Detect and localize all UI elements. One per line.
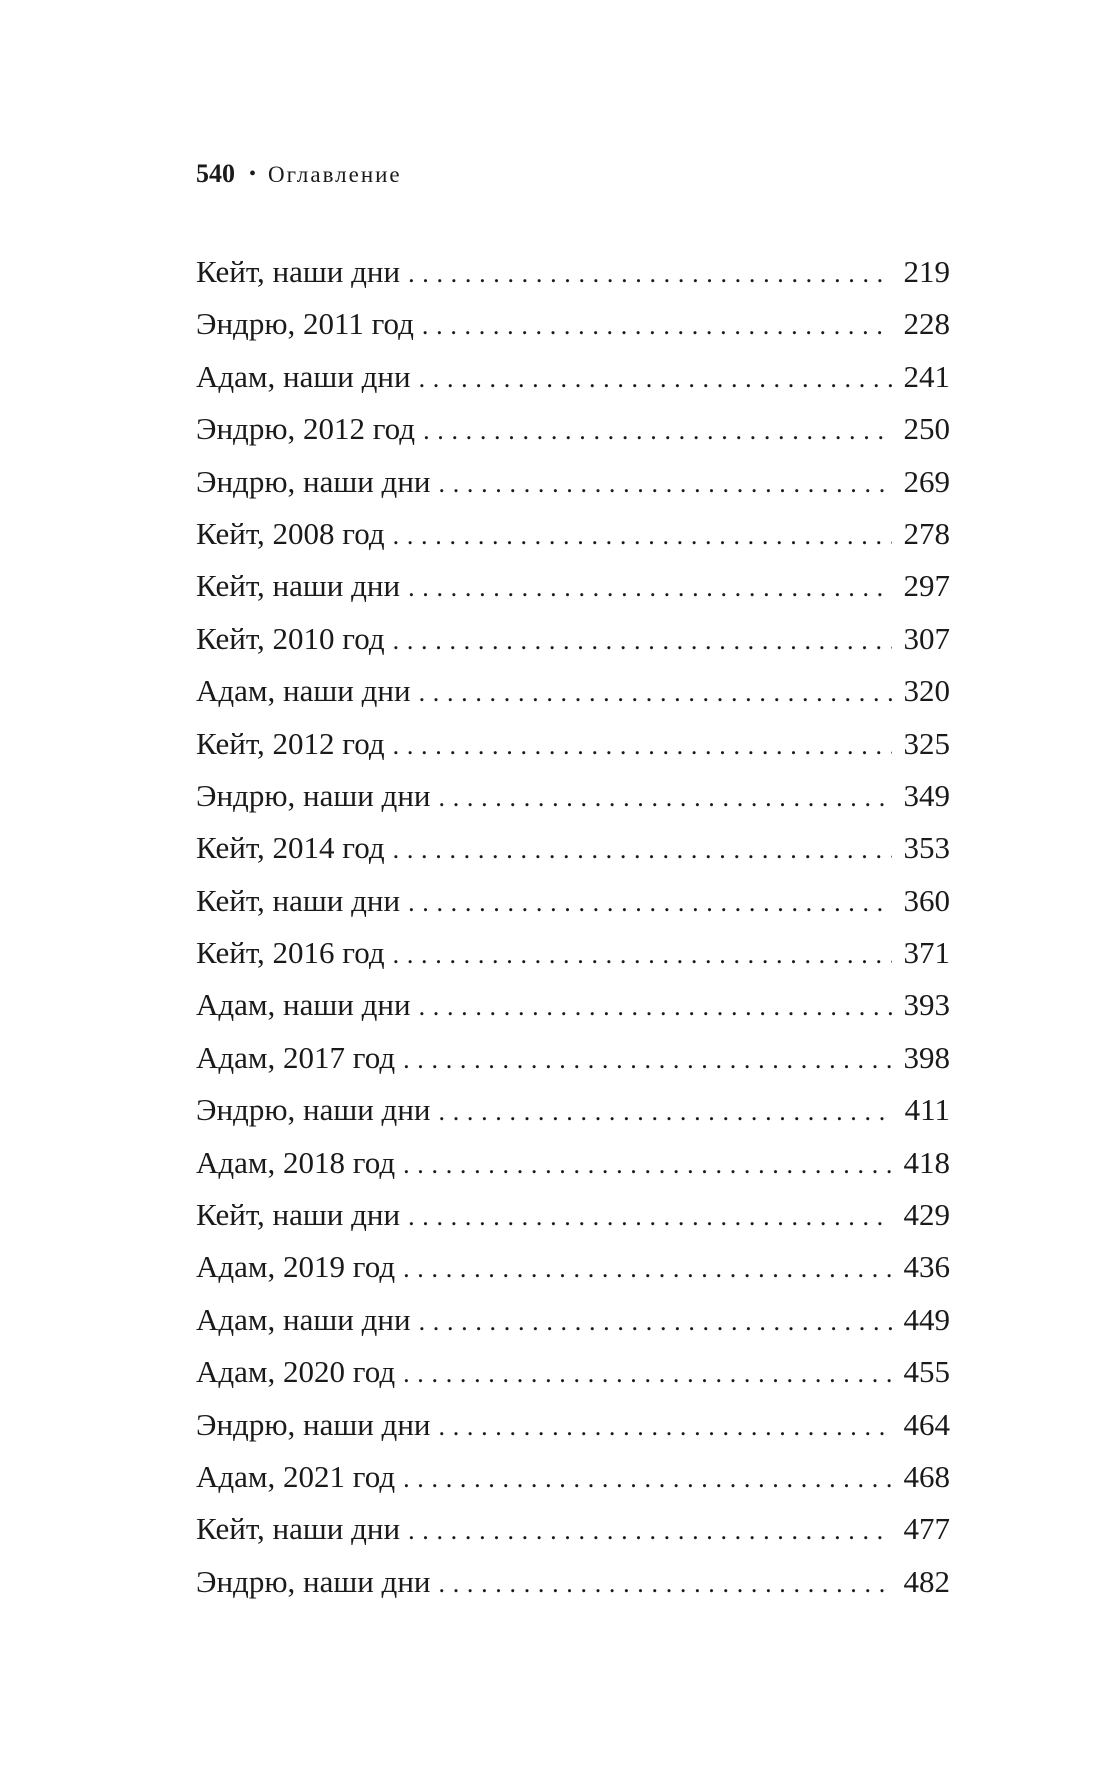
dot-leader [393, 510, 892, 562]
toc-entry [196, 1556, 950, 1608]
dot-leader [408, 1191, 892, 1243]
toc-entry-title: Кейт, наши дни [196, 254, 401, 289]
toc-entry-page-number: 349 [903, 777, 950, 813]
toc-entry-title: Кейт, 2012 год [196, 725, 385, 761]
dot-leader [408, 1505, 892, 1557]
toc-entry-page-number: 360 [903, 882, 950, 918]
dot-leader [403, 1034, 892, 1086]
dot-leader [408, 248, 892, 300]
toc-entry [196, 1241, 950, 1293]
toc-entry [196, 665, 950, 717]
dot-leader [439, 1401, 893, 1453]
toc-entry [196, 298, 950, 350]
toc-entry-page-number: 455 [903, 1354, 950, 1390]
toc-entry-page-number: 250 [903, 411, 950, 447]
section-title: Оглавление [268, 162, 402, 187]
toc-entry [196, 1189, 950, 1241]
toc-entry-page-number: 297 [903, 568, 950, 604]
toc-entry-page-number: 398 [903, 1039, 950, 1075]
toc-entry [196, 1399, 950, 1451]
dot-leader [439, 772, 893, 824]
toc-entry-page-number: 241 [903, 358, 950, 394]
toc-entry-page-number: 468 [903, 1458, 950, 1494]
toc-entry-title: Адам, наши дни [196, 358, 411, 394]
toc-entry-title: Эндрю, наши дни [196, 463, 431, 499]
toc-entry [196, 246, 950, 298]
toc-entry-page-number: 477 [903, 1511, 950, 1547]
toc-entry-title: Кейт, 2016 год [196, 935, 385, 971]
toc-entry-page-number: 393 [903, 987, 950, 1023]
toc-entry [196, 927, 950, 979]
bullet-separator: • [249, 163, 257, 185]
toc-entry [196, 822, 950, 874]
toc-entry [196, 1137, 950, 1189]
dot-leader [439, 1558, 893, 1610]
toc-entry-page-number: 320 [903, 673, 950, 709]
toc-entry-title: Кейт, 2008 год [196, 515, 385, 551]
dot-leader [422, 300, 892, 352]
dot-leader [408, 877, 892, 929]
toc-entry-page-number: 278 [903, 515, 950, 551]
dot-leader [403, 1243, 892, 1295]
toc-entry-page-number: 418 [903, 1144, 950, 1180]
toc-entry [196, 1346, 950, 1398]
toc-entry-page-number: 482 [903, 1563, 950, 1599]
toc-entry-page-number: 307 [903, 620, 950, 656]
toc-entry [196, 508, 950, 560]
dot-leader [423, 405, 892, 457]
dot-leader [393, 720, 892, 772]
toc-entry-page-number: 464 [903, 1406, 950, 1442]
dot-leader [439, 1086, 893, 1138]
toc-entry-page-number: 429 [903, 1197, 950, 1233]
toc-entry-title: Адам, 2020 год [196, 1354, 396, 1390]
toc-entry-title: Кейт, наши дни [196, 1511, 401, 1547]
page-number: 540 [196, 159, 235, 188]
dot-leader [419, 353, 892, 405]
toc-entry [196, 979, 950, 1031]
table-of-contents [196, 246, 950, 1608]
toc-entry [196, 1451, 950, 1503]
dot-leader [393, 824, 892, 876]
toc-entry-title: Адам, 2018 год [196, 1144, 396, 1180]
toc-entry [196, 1294, 950, 1346]
dot-leader [403, 1348, 892, 1400]
toc-entry-title: Кейт, наши дни [196, 568, 401, 604]
dot-leader [393, 929, 892, 981]
toc-entry-page-number: 325 [903, 725, 950, 761]
toc-entry-title: Кейт, 2010 год [196, 620, 385, 656]
dot-leader [393, 615, 892, 667]
dot-leader [439, 458, 893, 510]
toc-entry-page-number: 219 [903, 254, 950, 289]
toc-entry [196, 1032, 950, 1084]
toc-entry-title: Адам, наши дни [196, 1301, 411, 1337]
toc-entry-title: Кейт, 2014 год [196, 830, 385, 866]
dot-leader [408, 562, 892, 614]
toc-entry [196, 770, 950, 822]
toc-entry-page-number: 228 [903, 306, 950, 342]
toc-entry-page-number: 436 [903, 1249, 950, 1285]
toc-entry-title: Адам, наши дни [196, 987, 411, 1023]
toc-entry-page-number: 371 [903, 935, 950, 971]
toc-entry-title: Кейт, наши дни [196, 1197, 401, 1233]
toc-entry-page-number: 353 [903, 830, 950, 866]
toc-entry-title: Эндрю, наши дни [196, 1563, 431, 1599]
running-head [196, 156, 402, 194]
toc-entry [196, 560, 950, 612]
toc-entry [196, 1503, 950, 1555]
toc-entry [196, 456, 950, 508]
toc-entry [196, 403, 950, 455]
toc-entry-title: Эндрю, 2011 год [196, 306, 414, 342]
toc-entry [196, 613, 950, 665]
toc-entry-title: Адам, 2021 год [196, 1458, 396, 1494]
dot-leader [419, 667, 892, 719]
toc-entry [196, 875, 950, 927]
toc-entry-title: Эндрю, наши дни [196, 1092, 431, 1128]
toc-entry-title: Адам, 2019 год [196, 1249, 396, 1285]
toc-entry [196, 351, 950, 403]
dot-leader [403, 1453, 892, 1505]
toc-entry-title: Эндрю, наши дни [196, 1406, 431, 1442]
toc-entry-title: Эндрю, 2012 год [196, 411, 416, 447]
toc-entry-title: Адам, наши дни [196, 673, 411, 709]
toc-entry-page-number: 449 [903, 1301, 950, 1337]
toc-entry-title: Эндрю, наши дни [196, 777, 431, 813]
toc-entry [196, 718, 950, 770]
toc-entry-page-number: 411 [904, 1092, 950, 1128]
dot-leader [419, 981, 892, 1033]
dot-leader [419, 1296, 892, 1348]
toc-entry-title: Адам, 2017 год [196, 1039, 396, 1075]
dot-leader [403, 1139, 892, 1191]
toc-entry [196, 1084, 950, 1136]
toc-entry-page-number: 269 [903, 463, 950, 499]
toc-entry-title: Кейт, наши дни [196, 882, 401, 918]
